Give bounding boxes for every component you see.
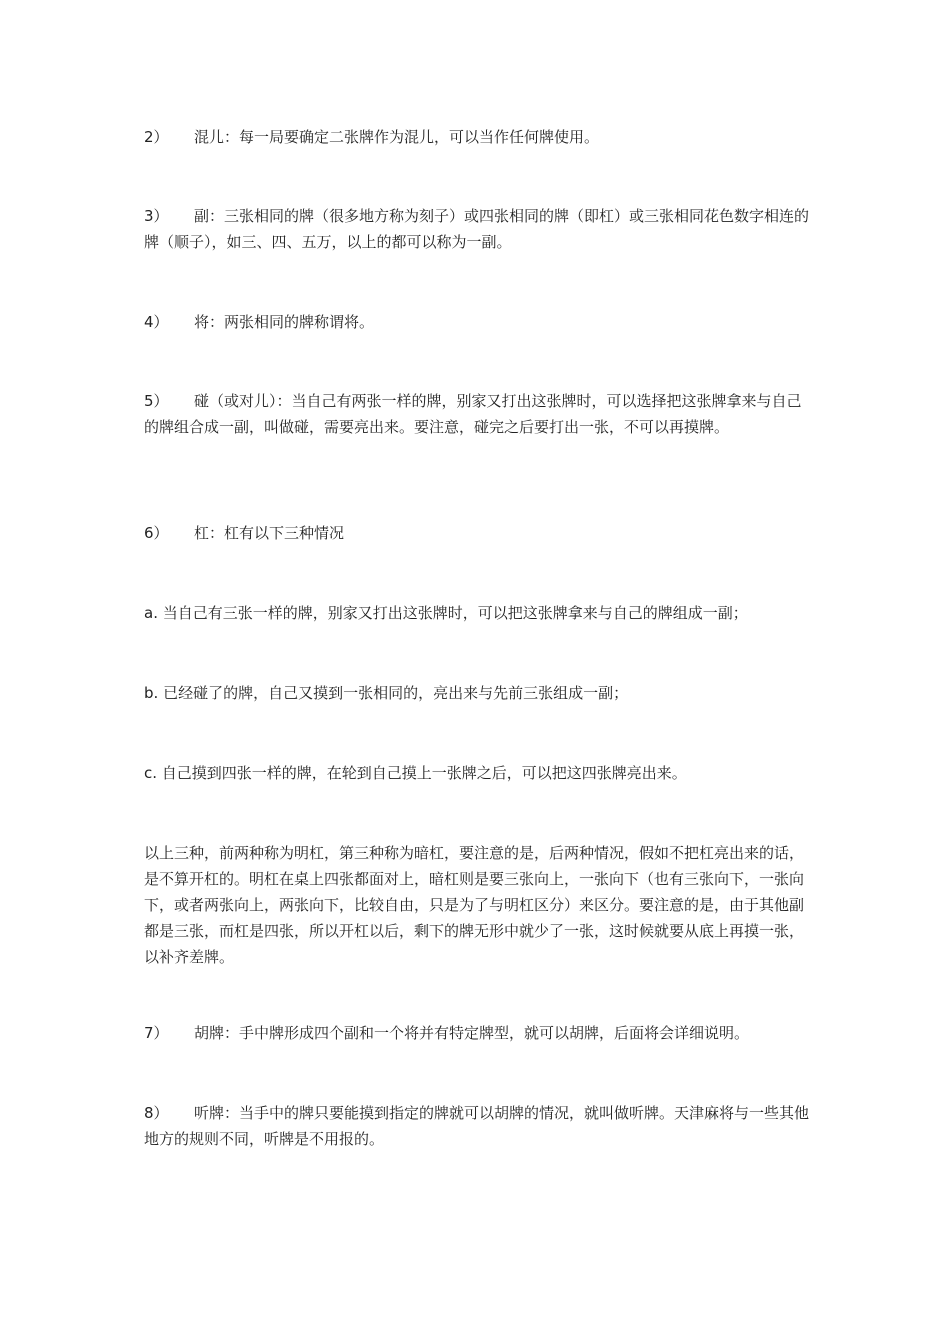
sub-item-letter: a. [144, 604, 158, 622]
sub-item-text: 自己摸到四张一样的牌，在轮到自己摸上一张牌之后，可以把这四张牌亮出来。 [161, 764, 687, 782]
item-7 [144, 1020, 834, 1046]
item-text: 杠：杠有以下三种情况 [194, 524, 345, 542]
item-text: 副：三张相同的牌（很多地方称为刻子）或四张相同的牌（即杠）或三张相同花色数字相连的牌（顺子），如三、四、五万，以上的都可以称为一副。 [144, 207, 810, 251]
item-text: 碰（或对儿）：当自己有两张一样的牌，别家又打出这张牌时，可以选择把这张牌拿来与自己的牌组合成一副，叫做碰，需要亮出来。要注意，碰完之后要打出一张，不可以再摸牌。 [144, 392, 802, 436]
sub-item-text: 当自己有三张一样的牌，别家又打出这张牌时，可以把这张牌拿来与自己的牌组成一副； [162, 604, 748, 622]
item-5 [144, 388, 814, 440]
item-text: 胡牌：手中牌形成四个副和一个将并有特定牌型，就可以胡牌，后面将会详细说明。 [194, 1024, 750, 1042]
item-4 [144, 309, 814, 335]
item-number: 8） [144, 1104, 169, 1122]
item-number: 3） [144, 207, 169, 225]
item-2 [144, 124, 814, 150]
item-6 [144, 520, 814, 546]
item-text: 将：两张相同的牌称谓将。 [194, 313, 375, 331]
sub-item-c [144, 760, 814, 786]
sub-item-b [144, 680, 814, 706]
item-number: 2） [144, 128, 169, 146]
item-number: 5） [144, 392, 169, 410]
item-number: 4） [144, 313, 169, 331]
explanation-paragraph: 以上三种，前两种称为明杠，第三种称为暗杠，要注意的是，后两种情况，假如不把杠亮出来的话，是不算开杠的。明杠在桌上四张都面对上，暗杠则是要三张向上，一张向下（也有三张向下，一张向下，或者两张向上，两张向下，比较自由，只是为了与明杠区分）来区分。要注意的是，由于其他副都是三张，而杠是四张，所以开杠以后，剩下的牌无形中就少了一张，这时候就要从底上再摸一张，以补齐差牌。 [144, 844, 805, 966]
item-text: 混儿：每一局要确定二张牌作为混儿，可以当作任何牌使用。 [194, 128, 600, 146]
item-text: 听牌：当手中的牌只要能摸到指定的牌就可以胡牌的情况，就叫做听牌。天津麻将与一些其他地方的规则不同，听牌是不用报的。 [144, 1104, 810, 1148]
item-number: 7） [144, 1024, 169, 1042]
item-3 [144, 203, 814, 255]
sub-item-letter: c. [144, 764, 158, 782]
sub-item-a [144, 600, 834, 626]
sub-item-text: 已经碰了的牌，自己又摸到一张相同的，亮出来与先前三张组成一副； [163, 684, 629, 702]
item-8 [144, 1100, 814, 1152]
sub-item-letter: b. [144, 684, 159, 702]
item-number: 6） [144, 524, 169, 542]
